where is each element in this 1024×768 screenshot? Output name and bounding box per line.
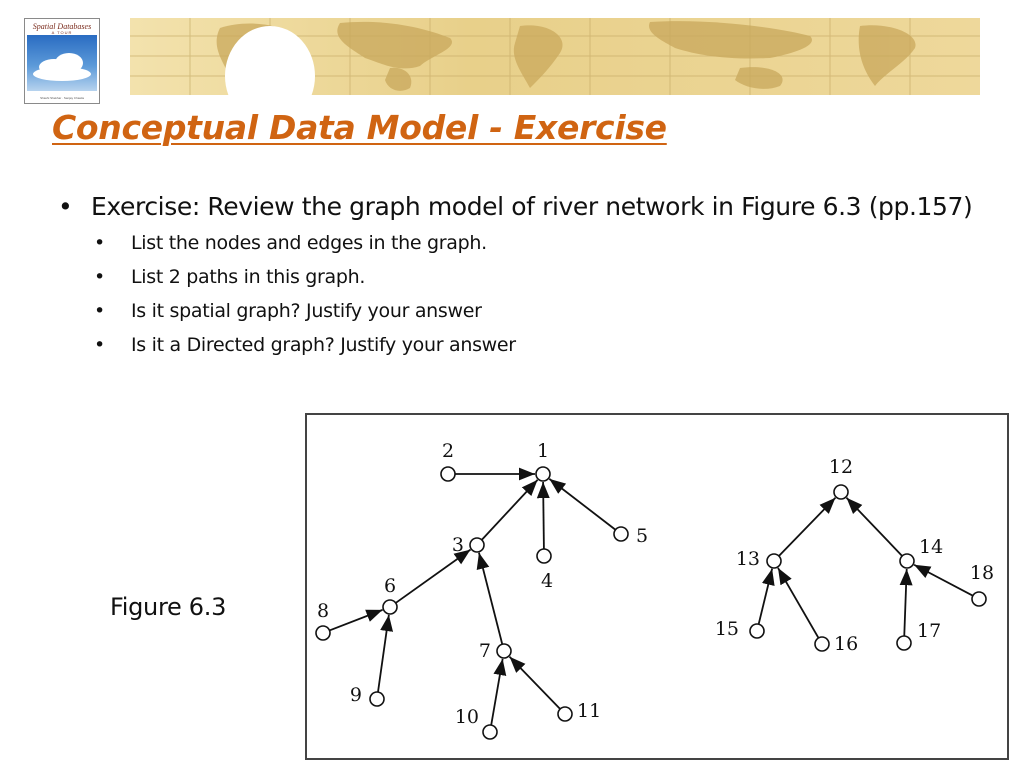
- node-label-8: 8: [316, 600, 330, 622]
- bullet-dot: •: [94, 334, 105, 356]
- edge-17-14: [904, 569, 906, 636]
- node-2: [441, 467, 455, 481]
- node-9: [370, 692, 384, 706]
- node-label-10: 10: [454, 706, 479, 728]
- node-label-13: 13: [735, 548, 760, 570]
- node-label-7: 7: [478, 640, 491, 662]
- sub-bullet-text: List 2 paths in this graph.: [131, 266, 366, 288]
- node-3: [470, 538, 484, 552]
- node-1: [536, 467, 550, 481]
- bullet-dot: •: [94, 300, 105, 322]
- book-authors: Shashi Shekhar · Sanjay Chawla: [40, 96, 84, 100]
- sub-bullet: [58, 294, 998, 328]
- edge-4-1: [543, 482, 544, 549]
- sub-bullet-list: [58, 226, 998, 362]
- node-13: [767, 554, 781, 568]
- sub-bullet-text: Is it spatial graph? Justify your answer: [131, 300, 482, 322]
- edge-14-12: [847, 498, 903, 556]
- book-subtitle: A TOUR: [51, 30, 73, 35]
- sky-image: [27, 35, 97, 91]
- edge-18-14: [914, 565, 973, 596]
- node-label-9: 9: [349, 684, 362, 706]
- bullet-dot: •: [58, 192, 73, 221]
- node-label-15: 15: [714, 618, 739, 640]
- edge-13-12: [779, 498, 836, 556]
- node-label-16: 16: [834, 633, 859, 655]
- node-8: [316, 626, 330, 640]
- node-16: [815, 637, 829, 651]
- edge-6-3: [396, 550, 471, 603]
- node-label-18: 18: [969, 562, 995, 584]
- edge-16-13: [778, 568, 818, 638]
- node-18: [972, 592, 986, 606]
- edge-7-3: [479, 553, 502, 644]
- node-10: [483, 725, 497, 739]
- book-title: Spatial Databases: [32, 22, 92, 31]
- node-label-12: 12: [828, 456, 854, 478]
- river-network-figure: [305, 413, 1009, 760]
- node-17: [897, 636, 911, 650]
- edge-3-1: [482, 480, 538, 540]
- graph-diagram: [307, 415, 1007, 758]
- slide-title: Conceptual Data Model - Exercise: [52, 108, 667, 147]
- edge-5-1: [549, 479, 615, 530]
- bullet-main: [58, 188, 998, 226]
- header-map-banner: [130, 18, 980, 95]
- node-15: [750, 624, 764, 638]
- edge-10-7: [491, 659, 502, 725]
- book-cover-logo: [24, 18, 100, 104]
- node-label-1: 1: [536, 440, 550, 462]
- bullet-list: [58, 188, 998, 362]
- node-label-14: 14: [919, 536, 944, 558]
- bullet-dot: •: [94, 232, 105, 254]
- node-4: [537, 549, 551, 563]
- node-11: [558, 707, 572, 721]
- figure-caption: Figure 6.3: [110, 593, 227, 621]
- sub-bullet-text: List the nodes and edges in the graph.: [131, 232, 487, 254]
- edge-9-6: [378, 615, 389, 692]
- node-14: [900, 554, 914, 568]
- bullet-main-text: Exercise: Review the graph model of river network in Figure 6.3 (pp.157): [91, 192, 973, 221]
- bullet-dot: •: [94, 266, 105, 288]
- node-label-17: 17: [917, 620, 942, 642]
- node-label-4: 4: [540, 570, 554, 592]
- node-6: [383, 600, 397, 614]
- node-label-6: 6: [383, 575, 397, 597]
- node-7: [497, 644, 511, 658]
- node-5: [614, 527, 628, 541]
- edge-11-7: [510, 657, 561, 709]
- node-12: [834, 485, 848, 499]
- sub-bullet: [58, 328, 998, 362]
- node-label-3: 3: [451, 534, 464, 556]
- sub-bullet: [58, 226, 998, 260]
- node-label-2: 2: [441, 440, 455, 462]
- edge-8-6: [330, 610, 383, 631]
- node-label-5: 5: [636, 525, 649, 547]
- edge-15-13: [759, 569, 772, 624]
- sub-bullet: [58, 260, 998, 294]
- node-label-11: 11: [577, 700, 602, 722]
- sub-bullet-text: Is it a Directed graph? Justify your answer: [131, 334, 516, 356]
